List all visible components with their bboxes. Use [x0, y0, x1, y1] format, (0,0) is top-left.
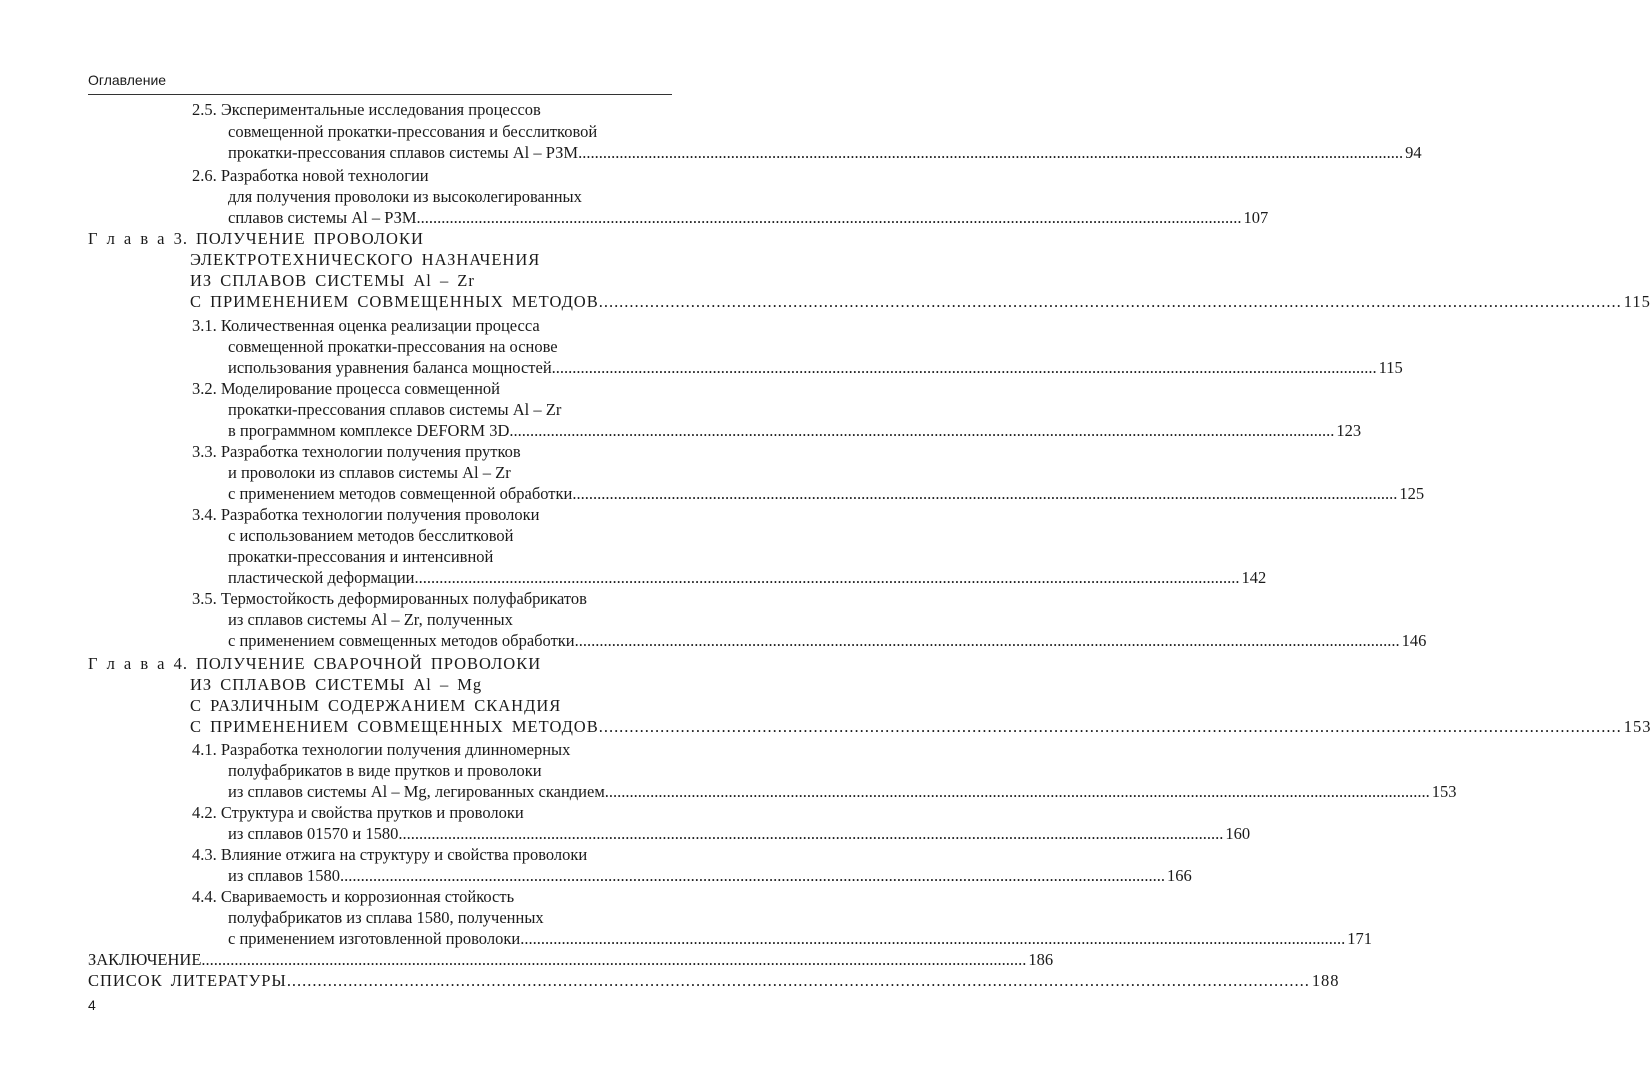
toc-entry-title: С РАЗЛИЧНЫМ СОДЕРЖАНИЕМ СКАНДИЯ: [190, 696, 562, 715]
dot-leader: ........................................................................................................................................................................................................: [598, 717, 1622, 736]
toc-entry-title: С ПРИМЕНЕНИЕМ СОВМЕЩЕННЫХ МЕТОДОВ: [190, 292, 599, 311]
toc-entry-title: использования уравнения баланса мощностей: [228, 358, 552, 377]
toc-line: [192, 740, 570, 760]
dot-leader: ........................................................................................................................................................................................................: [604, 782, 1430, 801]
toc-entry: [228, 866, 1192, 886]
toc-entry-title: ИЗ СПЛАВОВ СИСТЕМЫ Al – Mg: [190, 675, 483, 694]
toc-entry-title: 4.4. Свариваемость и коррозионная стойкость: [192, 887, 515, 906]
toc-line: [190, 696, 561, 716]
toc-entry-title: совмещенной прокатки-прессования и бесслитковой: [228, 122, 598, 141]
toc-entry: [228, 782, 1457, 802]
toc-page-number: 188: [1311, 971, 1340, 990]
toc-page-number: 166: [1167, 866, 1192, 885]
toc-line: [228, 463, 511, 483]
toc-page-number: 186: [1028, 950, 1054, 969]
toc-entry: [228, 143, 1422, 163]
toc-page-number: 115: [1378, 358, 1403, 377]
toc-page-number: 171: [1347, 929, 1372, 948]
toc-line: [190, 675, 482, 695]
dot-leader: ........................................................................................................................................................................................................: [509, 421, 1335, 440]
toc-entry-title: сплавов системы Al – РЗМ: [228, 208, 417, 227]
toc-entry-title: 3.2. Моделирование процесса совмещенной: [192, 379, 501, 398]
toc-line: [88, 229, 424, 249]
toc-entry: [190, 292, 1651, 312]
dot-leader: ........................................................................................................................................................................................................: [572, 484, 1398, 503]
toc-entry-title: С ПРИМЕНЕНИЕМ СОВМЕЩЕННЫХ МЕТОДОВ: [190, 717, 599, 736]
toc-entry: [88, 950, 1054, 970]
toc-page-number: 123: [1336, 421, 1362, 440]
toc-line: [228, 122, 597, 142]
toc-page-number: 160: [1225, 824, 1251, 843]
toc-entry-title: прокатки-прессования сплавов системы Al – Zr: [228, 400, 562, 419]
dot-leader: ........................................................................................................................................................................................................: [574, 631, 1400, 650]
toc-entry-title: из сплавов системы Al – Zr, полученных: [228, 610, 513, 629]
dot-leader: ........................................................................................................................................................................................................: [414, 568, 1240, 587]
toc-entry-title: с применением изготовленной проволоки: [228, 929, 521, 948]
dot-leader: ........................................................................................................................................................................................................: [340, 866, 1166, 885]
toc-entry-title: 3.4. Разработка технологии получения проволоки: [192, 505, 540, 524]
toc-entry-title: 2.6. Разработка новой технологии: [192, 166, 429, 185]
toc-entry-title: ЭЛЕКТРОТЕХНИЧЕСКОГО НАЗНАЧЕНИЯ: [190, 250, 541, 269]
dot-leader: ........................................................................................................................................................................................................: [398, 824, 1224, 843]
toc-entry: [228, 484, 1425, 504]
toc-line: [228, 526, 513, 546]
toc-entry-title: прокатки-прессования и интенсивной: [228, 547, 494, 566]
toc-entry-title: полуфабрикатов из сплава 1580, полученных: [228, 908, 544, 927]
toc-entry-title: 4.2. Структура и свойства прутков и проволоки: [192, 803, 524, 822]
toc-line: [228, 187, 582, 207]
toc-page-number: 142: [1241, 568, 1267, 587]
toc-entry-title: 4.1. Разработка технологии получения длинномерных: [192, 740, 571, 759]
toc-entry: [228, 631, 1427, 651]
toc-entry-title: СПИСОК ЛИТЕРАТУРЫ: [88, 971, 287, 990]
toc-entry-title: из сплавов системы Al – Mg, легированных скандием: [228, 782, 605, 801]
toc-page-number: 153: [1623, 717, 1651, 736]
toc-entry: [228, 421, 1362, 441]
dot-leader: ........................................................................................................................................................................................................: [598, 292, 1622, 311]
toc-line: [192, 379, 500, 399]
toc-entry-title: 3.5. Термостойкость деформированных полуфабрикатов: [192, 589, 587, 608]
toc-line: [192, 100, 541, 120]
toc-line: [192, 845, 587, 865]
dot-leader: ........................................................................................................................................................................................................: [201, 950, 1027, 969]
toc-line: [192, 887, 514, 907]
toc-entry-title: совмещенной прокатки-прессования на основе: [228, 337, 558, 356]
toc-entry-title: ИЗ СПЛАВОВ СИСТЕМЫ Al – Zr: [190, 271, 475, 290]
toc-line: [192, 442, 521, 462]
toc-entry-title: Г л а в а 4. ПОЛУЧЕНИЕ СВАРОЧНОЙ ПРОВОЛОКИ: [88, 654, 542, 673]
toc-entry: [228, 358, 1403, 378]
toc-entry-title: и проволоки из сплавов системы Al – Zr: [228, 463, 511, 482]
page-number: 4: [88, 997, 96, 1013]
toc-line: [228, 547, 493, 567]
toc-page-number: 146: [1401, 631, 1427, 650]
toc-line: [228, 908, 544, 928]
toc-line: [88, 654, 541, 674]
dot-leader: ........................................................................................................................................................................................................: [416, 208, 1242, 227]
toc-entry: [228, 568, 1267, 588]
toc-line: [228, 761, 542, 781]
toc-line: [192, 803, 524, 823]
toc-entry-title: с использованием методов бесслитковой: [228, 526, 514, 545]
toc-entry: [228, 824, 1251, 844]
toc-entry-title: 2.5. Экспериментальные исследования процессов: [192, 100, 541, 119]
toc-entry-title: полуфабрикатов в виде прутков и проволоки: [228, 761, 542, 780]
toc-page-number: 107: [1243, 208, 1269, 227]
running-header: Оглавление: [88, 72, 167, 88]
toc-entry-title: из сплавов 1580: [228, 866, 341, 885]
toc-entry-title: с применением совмещенных методов обработки: [228, 631, 575, 650]
toc-entry-title: в программном комплексе DEFORM 3D: [228, 421, 510, 440]
dot-leader: ........................................................................................................................................................................................................: [520, 929, 1346, 948]
toc-entry: [228, 208, 1269, 228]
toc-line: [192, 316, 540, 336]
toc-line: [228, 400, 561, 420]
toc-entry: [88, 971, 1340, 991]
toc-entry-title: прокатки-прессования сплавов системы Al – РЗМ: [228, 143, 579, 162]
toc-line: [192, 166, 429, 186]
dot-leader: ........................................................................................................................................................................................................: [551, 358, 1377, 377]
toc-entry-title: с применением методов совмещенной обработки: [228, 484, 573, 503]
toc-entry-title: из сплавов 01570 и 1580: [228, 824, 399, 843]
toc-page-number: 125: [1399, 484, 1425, 503]
toc-entry-title: пластической деформации: [228, 568, 415, 587]
toc-entry-title: для получения проволоки из высоколегированных: [228, 187, 582, 206]
header-rule: [88, 94, 672, 95]
toc-entry-title: 3.3. Разработка технологии получения прутков: [192, 442, 521, 461]
toc-line: [228, 337, 558, 357]
toc-page-number: 115: [1623, 292, 1651, 311]
toc-page-number: 153: [1431, 782, 1457, 801]
toc-line: [190, 271, 475, 291]
toc-entry: [228, 929, 1372, 949]
dot-leader: ........................................................................................................................................................................................................: [578, 143, 1404, 162]
toc-line: [228, 610, 513, 630]
toc-page-number: 94: [1405, 143, 1422, 162]
toc-entry-title: 3.1. Количественная оценка реализации процесса: [192, 316, 540, 335]
toc-line: [192, 589, 587, 609]
dot-leader: ........................................................................................................................................................................................................: [286, 971, 1310, 990]
toc-entry-title: ЗАКЛЮЧЕНИЕ: [88, 950, 202, 969]
toc-entry-title: 4.3. Влияние отжига на структуру и свойства проволоки: [192, 845, 588, 864]
toc-line: [192, 505, 540, 525]
toc-entry-title: Г л а в а 3. ПОЛУЧЕНИЕ ПРОВОЛОКИ: [88, 229, 424, 248]
toc-entry: [190, 717, 1651, 737]
toc-line: [190, 250, 540, 270]
